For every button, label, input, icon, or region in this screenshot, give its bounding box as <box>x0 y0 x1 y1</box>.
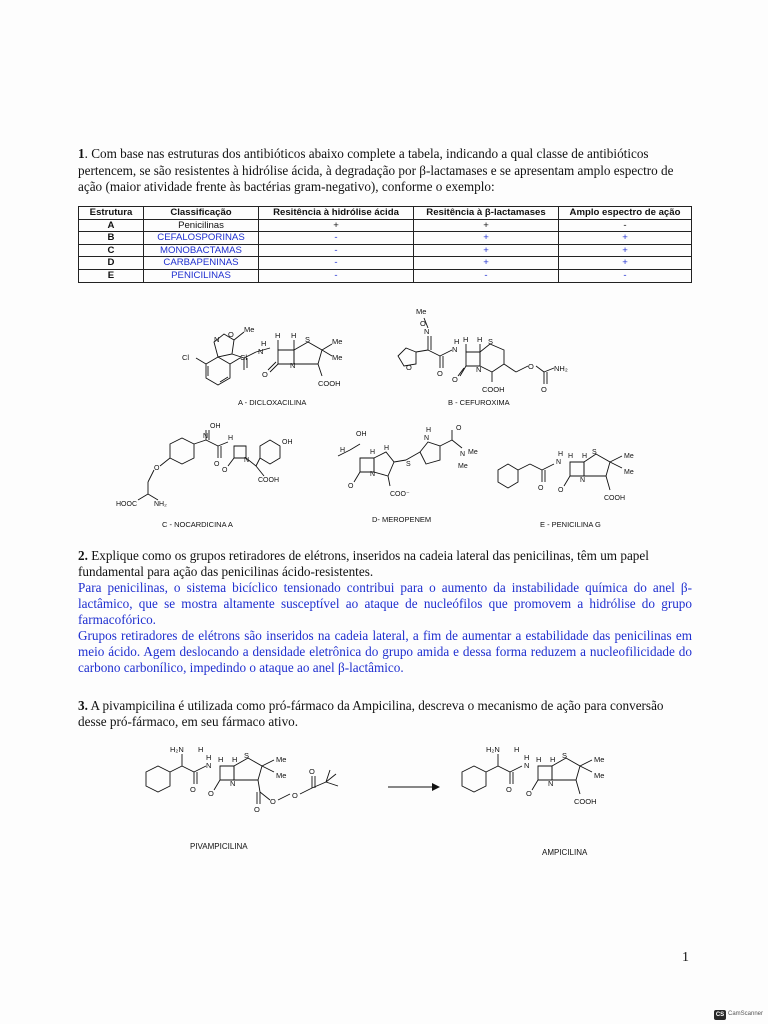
atom-o: O <box>420 319 426 328</box>
atom-h: H <box>426 427 432 434</box>
atom-n: N <box>476 365 482 374</box>
atom-s: S <box>244 751 250 760</box>
question-1-number: 1 <box>78 146 85 161</box>
row-acid: + <box>259 219 414 232</box>
header-espectro: Amplo espectro de ação <box>559 207 692 220</box>
atom-h2n: H₂N <box>486 745 500 754</box>
row-spectrum: + <box>559 244 692 257</box>
atom-h: H <box>463 335 469 344</box>
atom-o: O <box>190 785 196 794</box>
atom-n: N <box>290 361 296 370</box>
atom-o: O <box>309 767 315 776</box>
atom-o: O <box>208 789 214 798</box>
row-label: C <box>79 244 144 257</box>
structure-d-meropenem <box>330 424 490 514</box>
row-class: CARBAPENINAS <box>144 257 259 270</box>
atom-h: H <box>558 451 564 458</box>
header-lactamases: Resitência à β-lactamases <box>414 207 559 220</box>
camscanner-icon: CS <box>715 1012 725 1018</box>
atom-n: N <box>230 779 236 788</box>
atom-o: O <box>558 487 564 494</box>
atom-o: O <box>348 483 354 490</box>
row-acid: - <box>259 257 414 270</box>
row-acid: - <box>259 269 414 282</box>
atom-o: O <box>456 425 462 432</box>
atom-cooh: COOH <box>604 495 625 502</box>
row-beta: - <box>414 269 559 282</box>
header-classificacao: Classificação <box>144 207 259 220</box>
table-row <box>79 269 692 282</box>
atom-h: H <box>514 745 520 754</box>
answer-2-paragraph-1: Para penicilinas, o sistema bicíclico tensionado contribui para o aumento da instabilidade química do anel β-lactâmico, que se mostra altamente susceptível ao ataque de nucleófilos que promovem a hidrólise do grupo farmacofórico. <box>78 580 692 627</box>
atom-s: S <box>488 337 494 346</box>
row-class: CEFALOSPORINAS <box>144 232 259 245</box>
classification-table <box>78 206 692 283</box>
row-label: B <box>79 232 144 245</box>
question-3-number: 3. <box>78 698 88 713</box>
row-class: MONOBACTAMAS <box>144 244 259 257</box>
row-acid: - <box>259 244 414 257</box>
atom-h: H <box>536 755 542 764</box>
atom-h: H <box>524 753 530 762</box>
table-row <box>79 257 692 270</box>
atom-me: Me <box>276 771 287 780</box>
row-class: PENICILINAS <box>144 269 259 282</box>
caption-ampicilina: AMPICILINA <box>542 848 588 857</box>
atom-me: Me <box>468 449 478 456</box>
row-spectrum: - <box>559 219 692 232</box>
atom-h: H <box>275 331 281 340</box>
scanner-watermark <box>714 1010 764 1020</box>
atom-oh: OH <box>210 423 221 430</box>
atom-me: Me <box>594 771 605 780</box>
atom-n: N <box>524 761 530 770</box>
table-row <box>79 244 692 257</box>
atom-h: H <box>370 449 376 456</box>
atom-o: O <box>406 363 412 372</box>
table-header-row <box>79 207 692 220</box>
atom-cooh: COOH <box>258 477 279 484</box>
atom-o: O <box>528 362 534 371</box>
atom-me: Me <box>416 307 427 316</box>
atom-n: N <box>214 335 220 344</box>
atom-o: O <box>541 385 547 394</box>
atom-cooh: COOH <box>574 797 597 806</box>
atom-hooc: HOOC <box>116 501 137 508</box>
atom-h: H <box>582 453 588 460</box>
atom-h2n: H₂N <box>170 745 184 754</box>
structure-b-cefuroxima <box>392 306 582 398</box>
atom-me: Me <box>276 755 287 764</box>
scanner-label: CamScanner <box>728 1011 764 1017</box>
atom-o: O <box>270 797 276 806</box>
atom-me: Me <box>624 453 634 460</box>
question-2 <box>78 548 692 676</box>
row-beta: + <box>414 244 559 257</box>
atom-n: N <box>580 477 586 484</box>
caption-a: A - DICLOXACILINA <box>238 398 307 407</box>
atom-h: H <box>550 755 556 764</box>
atom-oh: OH <box>282 439 293 446</box>
row-spectrum: + <box>559 257 692 270</box>
atom-n: N <box>556 459 562 466</box>
atom-n: N <box>424 435 430 442</box>
structure-c-nocardicina <box>110 420 300 518</box>
atom-n: N <box>203 433 209 440</box>
atom-h: H <box>206 753 212 762</box>
row-label: A <box>79 219 144 232</box>
atom-me: Me <box>624 469 634 476</box>
caption-d: D- MEROPENEM <box>372 515 432 524</box>
atom-h: H <box>228 435 234 442</box>
atom-me: Me <box>458 463 468 470</box>
atom-o: O <box>262 370 268 379</box>
atom-n: N <box>424 327 430 336</box>
atom-oh: OH <box>356 431 367 438</box>
question-3 <box>78 698 692 730</box>
atom-o: O <box>254 805 260 814</box>
atom-me: Me <box>594 755 605 764</box>
caption-e: E - PENICILINA G <box>540 520 601 529</box>
answer-2-paragraph-2: Grupos retiradores de elétrons são inseridos na cadeia lateral, a fim de aumentar a estabilidade das penicilinas em meio ácido. Agem deslocando a densidade eletrônica do grupo amida e dessa forma reduzem a nucleofilicidade do carbono carbonílico, impedindo o ataque ao anel β-lactâmico. <box>78 628 692 675</box>
atom-h: H <box>340 447 346 454</box>
row-spectrum: - <box>559 269 692 282</box>
atom-me: Me <box>244 325 255 334</box>
atom-o: O <box>538 485 544 492</box>
atom-n: N <box>244 457 250 464</box>
atom-o: O <box>506 785 512 794</box>
atom-s: S <box>305 335 311 344</box>
row-beta: + <box>414 232 559 245</box>
question-1 <box>78 146 696 196</box>
atom-h: H <box>232 755 238 764</box>
atom-me: Me <box>332 353 343 362</box>
atom-h: H <box>198 745 204 754</box>
row-spectrum: + <box>559 232 692 245</box>
row-label: D <box>79 257 144 270</box>
atom-o: O <box>214 461 220 468</box>
atom-s: S <box>406 461 411 468</box>
atom-n: N <box>548 779 554 788</box>
atom-o: O <box>437 369 443 378</box>
structure-ampicilina <box>456 740 636 824</box>
row-class: Penicilinas <box>144 219 259 232</box>
header-hidrolise: Resitência à hidrólise ácida <box>259 207 414 220</box>
atom-h: H <box>454 337 460 346</box>
atom-cooh: COOH <box>482 385 505 394</box>
atom-o: O <box>228 330 234 339</box>
atom-h: H <box>568 453 574 460</box>
atom-nh2: NH₂ <box>154 501 167 508</box>
row-acid: - <box>259 232 414 245</box>
row-label: E <box>79 269 144 282</box>
structure-e-penicilina-g <box>492 432 662 516</box>
page-number: 1 <box>682 950 689 965</box>
table-row <box>79 219 692 232</box>
structure-a-dicloxacilina <box>178 302 378 394</box>
question-3-text: A pivampicilina é utilizada como pró-fármaco da Ampicilina, descreva o mecanismo de ação para conversão desse pró-fármaco, em seu fármaco ativo. <box>78 698 664 729</box>
atom-o: O <box>452 375 458 384</box>
caption-c: C - NOCARDICINA A <box>162 520 233 529</box>
atom-s: S <box>562 751 568 760</box>
atom-o: O <box>222 467 228 474</box>
atom-me: Me <box>332 337 343 346</box>
question-2-text: Explique como os grupos retiradores de elétrons, inseridos na cadeia lateral das penicilinas, têm um papel fundamental para ação das penicilinas ácido-resistentes. <box>78 548 649 579</box>
caption-pivampicilina: PIVAMPICILINA <box>190 842 248 851</box>
atom-o: O <box>292 791 298 800</box>
atom-o: O <box>526 789 532 798</box>
atom-cooh: COOH <box>318 379 341 388</box>
question-2-prompt <box>78 548 692 580</box>
atom-cl: Cl <box>240 353 248 362</box>
atom-n: N <box>460 451 466 458</box>
atom-h: H <box>477 335 483 344</box>
row-beta: + <box>414 219 559 232</box>
structure-pivampicilina <box>140 742 370 832</box>
atom-coo: COO⁻ <box>390 491 410 498</box>
atom-n: N <box>370 471 376 478</box>
atom-n: N <box>258 347 264 356</box>
row-beta: + <box>414 257 559 270</box>
atom-h: H <box>291 331 297 340</box>
atom-h: H <box>261 339 267 348</box>
atom-nh2: NH₂ <box>554 364 568 373</box>
atom-n: N <box>452 345 458 354</box>
reaction-arrow-icon <box>386 780 442 794</box>
atom-o: O <box>154 465 160 472</box>
question-1-text: . Com base nas estruturas dos antibióticos abaixo complete a tabela, indicando a qual classe de antibióticos pertencem, se são resistentes à hidrólise ácida, à degradação por β-lactamases e se apresentam amplo espectro de ação (maior atividade frente às bactérias gram-negativo), conforme o exemplo: <box>78 146 674 194</box>
atom-cl: Cl <box>182 353 190 362</box>
header-estrutura: Estrutura <box>79 207 144 220</box>
atom-s: S <box>592 449 597 456</box>
caption-b: B - CEFUROXIMA <box>448 398 510 407</box>
question-2-number: 2. <box>78 548 88 563</box>
atom-h: H <box>384 445 390 452</box>
atom-h: H <box>218 755 224 764</box>
atom-n: N <box>206 761 212 770</box>
table-row <box>79 232 692 245</box>
